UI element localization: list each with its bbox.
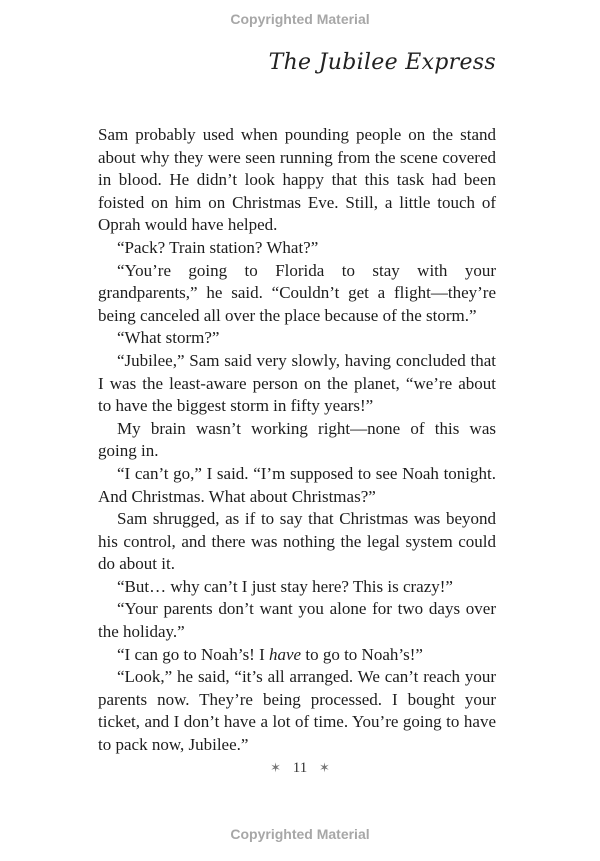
paragraph: Sam probably used when pounding people on the stand about why they were seen running from the scene covered in blood. He didn’t look happy that this task had been foisted on him on Christmas Eve. Still, a little touch of Oprah would have helped. [98,125,496,235]
paragraph: “What storm?” [117,328,220,348]
paragraph-text-before: “I can go to Noah’s! I [117,644,270,664]
paragraph: My brain wasn’t working right—none of this was going in. [98,418,496,461]
paragraph: “Your parents don’t want you alone for two days over the holiday.” [98,599,496,642]
paragraph: “Pack? Train station? What?” [117,237,319,257]
copyright-watermark-bottom: Copyrighted Material [230,826,370,842]
paragraph: “You’re going to Florida to stay with your grandparents,” he said. “Couldn’t get a flight—they’re being canceled all over the place because of the storm.” [98,260,496,325]
star-ornament-right: ✶ [318,760,330,775]
paragraph: Sam shrugged, as if to say that Christmas was beyond his control, and there was nothing the legal system could do about it. [98,509,496,574]
running-head-title: The Jubilee Express [268,50,496,75]
page-number: 11 [292,760,308,776]
paragraph-with-emphasis [98,644,496,667]
paragraph-text-after: to go to Noah’s!” [301,644,423,664]
star-ornament-left: ✶ [270,760,282,775]
paragraph: “Jubilee,” Sam said very slowly, having concluded that I was the least-aware person on the planet, “we’re about to have the biggest storm in fifty years!” [98,350,496,416]
paragraph: “I can’t go,” I said. “I’m supposed to see Noah tonight. And Christmas. What about Christmas?” [98,463,496,506]
emphasized-word: have [269,644,302,664]
copyright-watermark-top: Copyrighted Material [230,11,370,27]
page-footer [0,760,600,777]
paragraph: “Look,” he said, “it’s all arranged. We can’t reach your parents now. They’re being processed. I bought your ticket, and I don’t have a lot of time. You’re going to have to pack now, Jubilee.” [98,667,496,755]
paragraph: “But… why can’t I just stay here? This is crazy!” [117,576,453,596]
body-text [98,124,496,757]
